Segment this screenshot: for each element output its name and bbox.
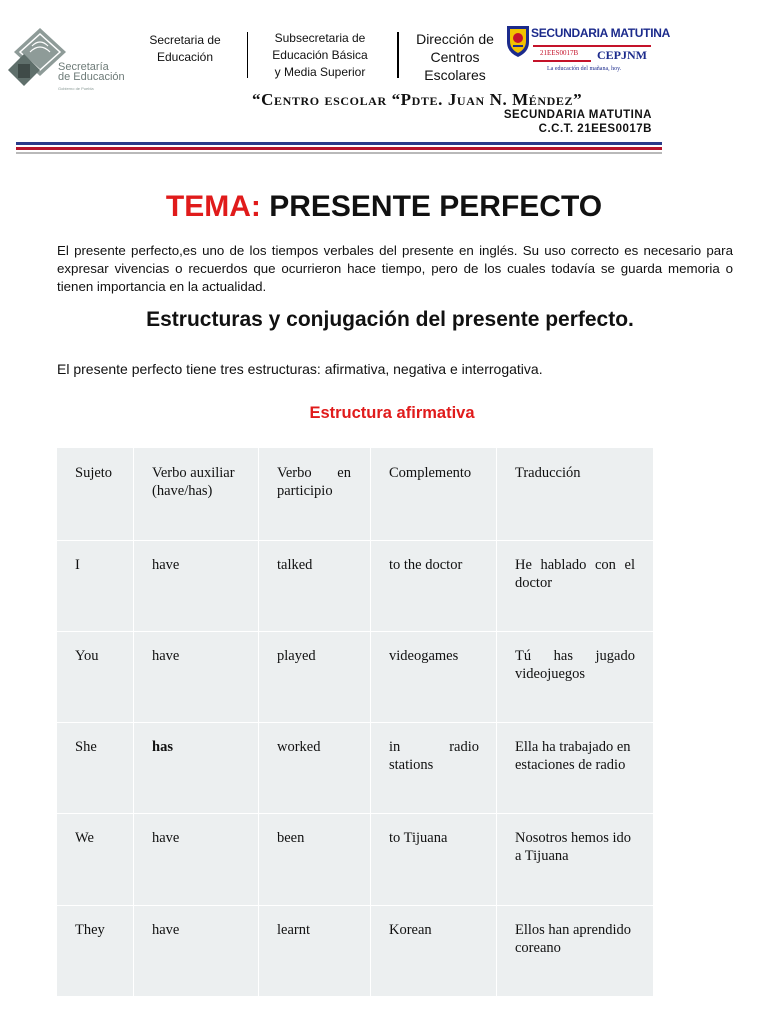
table-cell-traduccion: Ellos han aprendido coreano — [515, 922, 631, 956]
table-cell-complemento: to the doctor — [389, 557, 463, 573]
logo-text — [58, 62, 125, 82]
row-divider — [57, 722, 653, 723]
conjugation-table — [57, 448, 653, 996]
table-cell-participio: played — [277, 648, 316, 664]
header-col1-line: Educación — [156, 50, 214, 64]
table-header-complemento: Complemento — [389, 465, 472, 481]
table-cell-sujeto: We — [75, 830, 94, 846]
table-cell-complemento: in radio stations — [389, 739, 479, 773]
badge-rule — [533, 60, 591, 62]
logo-sub: Gobierno de Puebla — [58, 86, 94, 91]
table-cell-traduccion: He hablado con el doctor — [515, 557, 635, 591]
logo-line-2: de Educación — [58, 71, 125, 83]
header-col3-line: Dirección de — [416, 31, 494, 47]
table-cell-traduccion: Ella ha trabajado en estaciones de radio — [515, 739, 631, 773]
section-title-afirmativa: Estructura afirmativa — [309, 404, 475, 422]
school-cct: C.C.T. 21EES0017B — [538, 123, 652, 135]
table-cell-complemento: to Tijuana — [389, 830, 448, 846]
header-secretaria — [140, 32, 230, 66]
header-col1-line: Secretaria de — [149, 33, 221, 47]
table-header-auxiliar: Verbo auxiliar (have/has) — [152, 465, 235, 499]
table-cell-sujeto: I — [75, 557, 80, 573]
header-col3-line: Centros — [430, 49, 480, 65]
row-divider — [57, 631, 653, 632]
header-col2-line: Educación Básica — [272, 48, 368, 62]
table-cell-traduccion: Nosotros hemos ido a Tijuana — [515, 830, 631, 864]
header-band-grey — [16, 152, 662, 154]
table-cell-participio: been — [277, 830, 305, 846]
header-subsecretaria — [258, 30, 382, 81]
table-cell-complemento: Korean — [389, 922, 432, 938]
row-divider — [57, 540, 653, 541]
table-cell-auxiliar: have — [152, 648, 180, 664]
section-subtitle: Estructuras y conjugación del presente perfecto. — [146, 308, 634, 331]
badge-cct: 21EES0017B — [540, 49, 579, 57]
badge-name: CEPJNM — [597, 48, 647, 62]
table-cell-participio: worked — [277, 739, 321, 755]
badge-title: SECUNDARIA MATUTINA — [531, 26, 670, 40]
school-crest-icon — [505, 24, 531, 58]
table-cell-auxiliar: have — [152, 922, 180, 938]
table-cell-participio: learnt — [277, 922, 311, 938]
header-col3-line: Escolares — [424, 67, 486, 83]
table-cell-auxiliar: has — [152, 739, 173, 755]
table-cell-sujeto: They — [75, 922, 105, 938]
table-cell-complemento: videogames — [389, 648, 459, 664]
header-direccion — [408, 30, 502, 84]
structures-paragraph: El presente perfecto tiene tres estructuras: afirmativa, negativa e interrogativa. — [57, 361, 543, 377]
row-divider — [57, 813, 653, 814]
row-divider — [57, 905, 653, 906]
header-band-blue — [16, 142, 662, 145]
table-cell-auxiliar: have — [152, 557, 180, 573]
table-cell-traduccion: Tú has jugado videojuegos — [515, 648, 635, 682]
header-col2-line: y Media Superior — [274, 65, 366, 79]
school-name: “Centro escolar “Pdte. Juan N. Méndez” — [252, 90, 583, 109]
page-title — [0, 190, 768, 224]
intro-paragraph: El presente perfecto,es uno de los tiempos verbales del presente en inglés. Su uso correcto es necesario para expresar vivencias o recuerdos que ocurrieron hace tiempo, pero de los cuales todavía se guarda memoria o tienen importancia en la actualidad. — [57, 243, 733, 294]
header-divider — [397, 32, 399, 78]
badge-rule — [533, 45, 651, 47]
header-divider — [247, 32, 248, 78]
table-cell-auxiliar: have — [152, 830, 180, 846]
table-header-traduccion: Traducción — [515, 465, 581, 481]
tema-label: TEMA: — [165, 190, 261, 223]
table-header-participio: Verbo en participio — [277, 465, 351, 499]
school-level: SECUNDARIA MATUTINA — [503, 109, 652, 121]
header-col2-line: Subsecretaria de — [274, 31, 366, 45]
tema-title: PRESENTE PERFECTO — [260, 190, 603, 223]
badge-motto: La educación del mañana, hoy. — [547, 66, 622, 72]
table-cell-participio: talked — [277, 557, 313, 573]
header-band-red — [16, 147, 662, 150]
table-cell-sujeto: You — [75, 648, 99, 664]
table-header-sujeto: Sujeto — [75, 465, 113, 481]
logo-line-1: Secretaría — [58, 61, 109, 73]
table-cell-sujeto: She — [75, 739, 97, 755]
